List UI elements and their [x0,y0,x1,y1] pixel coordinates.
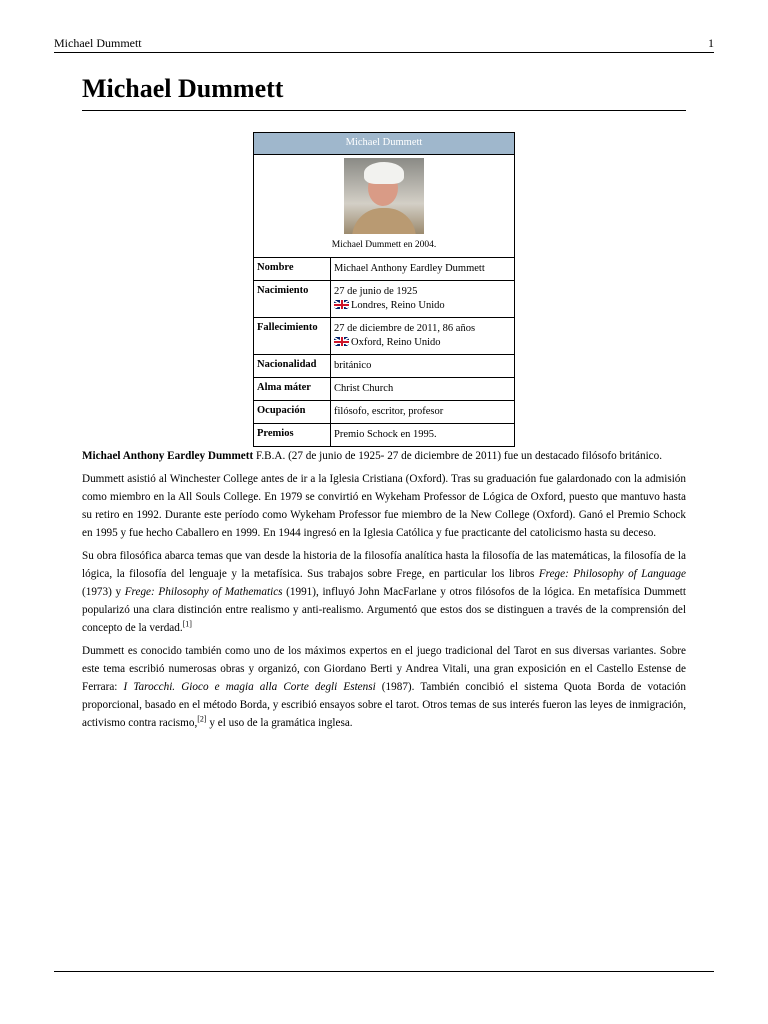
infobox-row-nombre [254,258,514,281]
paragraph-tarot [82,642,686,732]
photo-jacket [352,208,416,234]
infobox-value: Michael Anthony Eardley Dummett [334,263,485,274]
photo-caption: Michael Dummett en 2004. [331,240,437,250]
paragraph-philosophy [82,547,686,637]
book-title[interactable]: Frege: Philosophy of Language [538,568,686,580]
infobox-value[interactable]: filósofo, escritor, profesor [334,406,444,417]
citation-ref[interactable]: [1] [182,619,192,629]
infobox-row-nacionalidad [254,355,514,378]
paragraph-text: Dummett es conocido también como uno de los máximos expertos en el juego tradicional del Tarot en sus diversas variantes. Sobre este tema escribió numerosas obras y organizó, con Giordano Berti y Andrea Vitali, una gran exposición en el Castello Estense de Ferrara: [82,645,686,693]
infobox-value [331,281,514,317]
infobox-row-premios [254,424,514,446]
paragraph-intro [82,447,686,465]
infobox-label: Nombre [254,258,331,280]
infobox-row-ocupacion [254,401,514,424]
infobox-row-nacimiento [254,281,514,318]
uk-flag-icon [334,300,349,309]
running-header-title: Michael Dummett [54,36,142,50]
paragraph-text: Su obra filosófica abarca temas que van desde la historia de la filosofía analítica hasta la filosofía de las matemáticas, la filosofía de la lógica, la filosofía del lenguaje y la metafísica. Sus trabajos sobre Frege, en particular los libros [82,550,686,580]
page-number: 1 [708,36,714,50]
death-date[interactable]: 27 de diciembre de 2011, 86 años [334,323,476,334]
death-place-link[interactable]: Oxford, Reino Unido [351,337,441,348]
infobox-label: Premios [254,424,331,446]
portrait-photo[interactable] [344,158,424,234]
book-title[interactable]: Frege: Philosophy of Mathematics [124,586,283,598]
infobox-image-cell [254,155,514,258]
infobox-value[interactable]: Premio Schock en 1995. [334,429,437,440]
infobox-value[interactable]: británico [334,360,372,371]
infobox-row-fallecimiento [254,318,514,355]
title-divider [82,110,686,111]
infobox-label: Fallecimiento [254,318,331,354]
infobox-label: Alma máter [254,378,331,400]
birth-place-link[interactable]: Londres, Reino Unido [351,300,445,311]
book-title[interactable]: I Tarocchi. Gioco e magia alla Corte degli Estensi [123,681,376,693]
paragraph-text: F.B.A. (27 de junio de 1925- 27 de diciembre de 2011) fue un destacado filósofo británico. [253,450,663,462]
citation-ref[interactable]: [2] [197,714,207,724]
subject-name: Michael Anthony Eardley Dummett [82,450,254,462]
infobox-value[interactable]: Christ Church [334,383,394,394]
infobox-value [331,318,514,354]
paragraph-text: y el uso de la gramática inglesa. [206,717,353,729]
birth-date[interactable]: 27 de junio de 1925 [334,286,418,297]
article-body [82,447,686,737]
paragraph-biography: Dummett asistió al Winchester College antes de ir a la Iglesia Cristiana (Oxford). Tras su graduación fue galardonado con la admisión como miembro en la All Souls College. En 1979 se convirtió en Wykeham Professor de Lógica de Oxford, puesto que mantuvo hasta su retiro en 1992. Durante este período como Wykeham Professor fue miembro de la New College (Oxford). Ganó el Premio Schock en 1995 y fue hecho Caballero en 1999. En 1944 ingresó en la Iglesia Católica y fue practicante del catolicismo hasta su deceso. [82,473,686,539]
infobox-label: Nacimiento [254,281,331,317]
header-divider [54,52,714,53]
paragraph-text: (1987). También concibió el sistema Quota Borda de votación proporcional, basado en el método Borda, y escribió ensayos sobre el tarot. Otros temas de sus interés fueron las leyes de inmigración, activismo contra racismo, [82,681,686,729]
photo-hair [364,162,404,184]
birth-place [334,299,511,313]
infobox [253,132,515,447]
paragraph-text: (1991), influyó John MacFarlane y otros filósofos de la lógica. En metafísica Dummett popularizó una clara distinción entre realismo y anti-realismo. Argumentó que estos dos se distinguen a través de la comprensión del concepto de la verdad. [82,586,687,634]
footer-divider [54,971,714,972]
paragraph-text: (1973) y [82,586,125,598]
uk-flag-icon [334,337,349,346]
infobox-label: Nacionalidad [254,355,331,377]
infobox-title: Michael Dummett [254,133,514,155]
death-place [334,336,511,350]
infobox-label: Ocupación [254,401,331,423]
page-title: Michael Dummett [82,74,284,103]
infobox-row-alma-mater [254,378,514,401]
page-header [54,36,714,51]
